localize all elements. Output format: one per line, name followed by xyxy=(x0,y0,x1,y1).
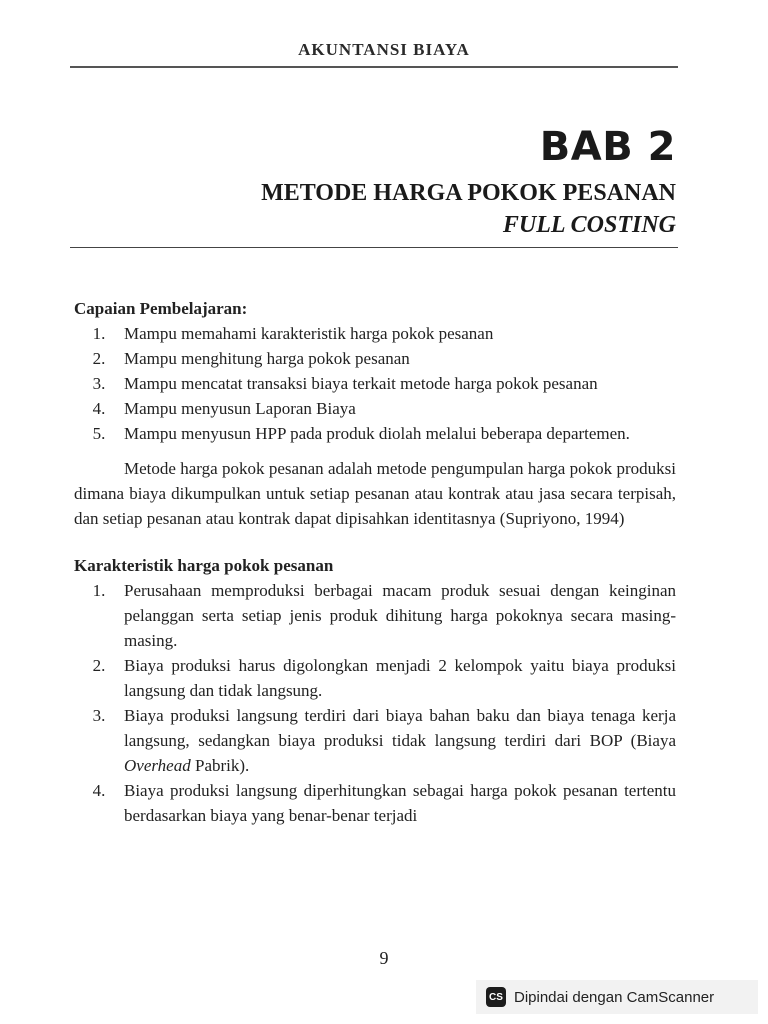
item-number: 5. xyxy=(92,424,106,443)
learning-outcomes-heading: Capaian Pembelajaran: xyxy=(74,299,248,318)
item-number: 1. xyxy=(92,324,106,343)
learning-outcomes-list xyxy=(74,321,676,446)
item-number: 4. xyxy=(92,781,106,800)
item-number: 1. xyxy=(92,581,106,600)
chapter-subtitle: FULL COSTING xyxy=(502,212,676,238)
item-number: 3. xyxy=(92,706,106,725)
item-text: Mampu menyusun HPP pada produk diolah melalui beberapa departemen. xyxy=(124,424,630,443)
item-text: Biaya produksi langsung diperhitungkan sebagai harga pokok pesanan tertentu berdasarkan biaya yang benar-benar terjadi xyxy=(124,781,676,825)
item-text: Biaya produksi harus digolongkan menjadi 2 kelompok yaitu biaya produksi langsung dan tidak langsung. xyxy=(124,656,676,700)
watermark-text: Dipindai dengan CamScanner xyxy=(514,988,715,1006)
list-item xyxy=(74,703,676,778)
camscanner-logo-icon: CS xyxy=(486,987,506,1007)
characteristics-heading: Karakteristik harga pokok pesanan xyxy=(74,556,334,575)
item-text-part: Pabrik). xyxy=(190,756,250,775)
page-content xyxy=(74,296,676,828)
chapter-number: BAB 2 xyxy=(539,124,676,170)
item-number: 4. xyxy=(92,399,106,418)
item-number: 2. xyxy=(92,656,106,675)
item-text: Perusahaan memproduksi berbagai macam produk sesuai dengan keinginan pelanggan serta setiap jenis produk dihitung harga pokoknya secara masing-masing. xyxy=(124,581,676,650)
title-rule xyxy=(70,247,678,248)
item-number: 2. xyxy=(92,349,106,368)
list-item xyxy=(74,396,676,421)
intro-paragraph: Metode harga pokok pesanan adalah metode pengumpulan harga pokok produksi dimana biaya dikumpulkan untuk setiap pesanan atau kontrak atau jasa secara terpisah, dan setiap pesanan atau kontrak dapat dipisahkan identitasnya (Supriyono, 1994) xyxy=(74,459,676,528)
list-item xyxy=(74,321,676,346)
page-number: 9 xyxy=(379,948,389,968)
list-item xyxy=(74,653,676,703)
item-text: Mampu memahami karakteristik harga pokok pesanan xyxy=(124,324,494,343)
item-text: Mampu mencatat transaksi biaya terkait metode harga pokok pesanan xyxy=(124,374,598,393)
list-item xyxy=(74,778,676,828)
item-text: Mampu menyusun Laporan Biaya xyxy=(124,399,356,418)
list-item xyxy=(74,578,676,653)
running-head: AKUNTANSI BIAYA xyxy=(298,40,470,59)
header-rule xyxy=(70,66,678,68)
item-text xyxy=(124,703,676,778)
item-text: Mampu menghitung harga pokok pesanan xyxy=(124,349,410,368)
italic-term: Overhead xyxy=(124,756,191,775)
item-number: 3. xyxy=(92,374,106,393)
chapter-title: METODE HARGA POKOK PESANAN xyxy=(261,180,676,206)
camscanner-watermark xyxy=(476,980,758,1014)
characteristics-list xyxy=(74,578,676,828)
list-item xyxy=(74,346,676,371)
item-text-part: Biaya produksi langsung terdiri dari biaya bahan baku dan biaya tenaga kerja langsung, sedangkan biaya produksi tidak langsung terdiri dari BOP (Biaya xyxy=(124,706,676,750)
list-item xyxy=(74,371,676,396)
list-item xyxy=(74,421,676,446)
